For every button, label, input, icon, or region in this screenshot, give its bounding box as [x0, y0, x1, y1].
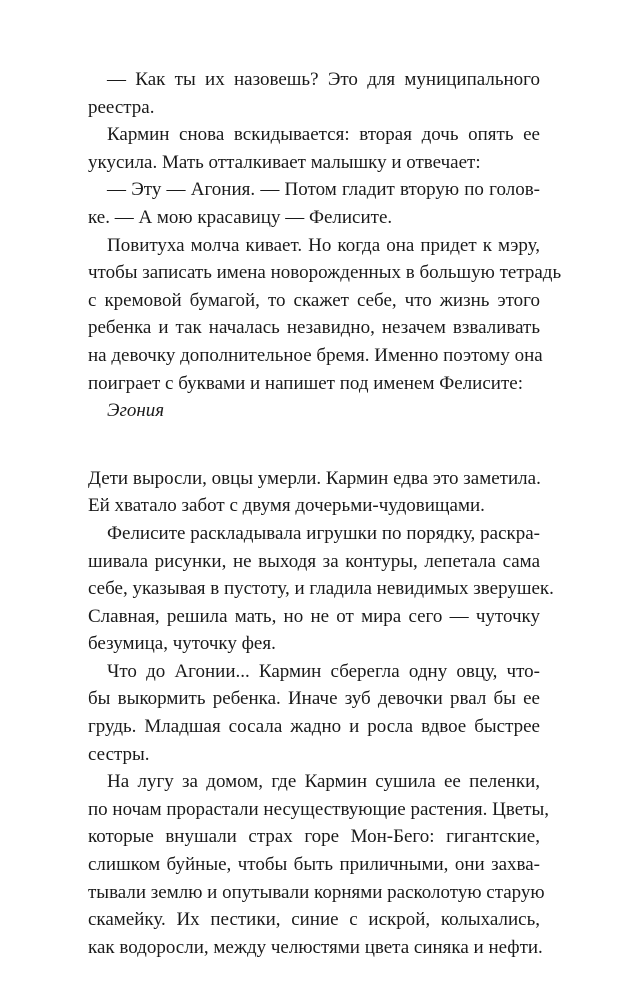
- text-line: по ночам прорастали несуществующие растения. Цветы,: [88, 798, 549, 820]
- text-line: сестры.: [88, 743, 150, 765]
- section-break: [88, 425, 540, 465]
- text-line: Фелисите раскладывала игрушки по порядку, раскра-: [107, 522, 540, 544]
- text-line: Что до Агонии... Кармин сберегла одну овцу, что-: [107, 660, 540, 682]
- text-line: — Как ты их назовешь? Это для муниципального: [107, 69, 540, 90]
- text-line: Ей хватало забот с двумя дочерьми-чудовищами.: [88, 495, 485, 517]
- text-line: реестра.: [88, 96, 155, 118]
- text-line: скамейку. Их пестики, синие с искрой, колыхались,: [88, 909, 540, 931]
- text-line: ребенка и так началась незавидно, незачем взваливать: [88, 317, 540, 339]
- text-line: — Эту — Агония. — Потом гладит вторую по голов-: [107, 179, 540, 201]
- text-line: поиграет с буквами и напишет под именем Фелисите:: [88, 372, 523, 394]
- paragraph: [88, 232, 562, 398]
- text-line: ке. — А мою красавицу — Фелисите.: [88, 206, 393, 228]
- text-line: Славная, решила мать, но не от мира сего — чуточку: [88, 605, 540, 627]
- paragraph: [88, 121, 540, 176]
- paragraph: [88, 66, 540, 121]
- text-line: шивала рисунки, не выходя за контуры, лепетала сама: [88, 550, 540, 572]
- text-line: тывали землю и опутывали корнями расколотую старую: [88, 881, 545, 903]
- text-line: которые внушали страх горе Мон-Бего: гигантские,: [88, 826, 540, 848]
- text-line: укусила. Мать отталкивает малышку и отвечает:: [88, 151, 481, 173]
- text-line: бы выкормить ребенка. Иначе зуб девочки рвал бы ее: [88, 688, 540, 710]
- book-page: [88, 66, 562, 961]
- text-line: Повитуха молча кивает. Но когда она придет к мэру,: [107, 234, 540, 256]
- paragraph: [88, 658, 540, 768]
- text-line: На лугу за домом, где Кармин сушила ее пеленки,: [107, 771, 540, 793]
- paragraph: [88, 520, 554, 658]
- text-line: Кармин снова вскидывается: вторая дочь опять ее: [107, 124, 540, 146]
- paragraph: [88, 768, 549, 961]
- text-line: Дети выросли, овцы умерли. Кармин едва это заметила.: [88, 467, 541, 489]
- text-line: безумица, чуточку фея.: [88, 633, 276, 655]
- text-line: слишком буйные, чтобы быть приличными, они захва-: [88, 854, 540, 876]
- text-line: чтобы записать имена новорожденных в большую тетрадь: [88, 262, 562, 284]
- text-line: себе, указывая в пустоту, и гладила невидимых зверушек.: [88, 578, 554, 600]
- text-line: как водоросли, между челюстями цвета синяка и нефти.: [88, 936, 543, 958]
- paragraph: [88, 465, 540, 520]
- text-line: грудь. Младшая сосала жадно и росла вдвое быстрее: [88, 716, 540, 738]
- paragraph: [88, 176, 540, 231]
- italic-name-paragraph: [88, 397, 540, 425]
- italic-name: Эгония: [107, 400, 165, 422]
- text-line: на девочку дополнительное бремя. Именно поэтому она: [88, 344, 543, 366]
- text-line: с кремовой бумагой, то скажет себе, что жизнь этого: [88, 289, 540, 311]
